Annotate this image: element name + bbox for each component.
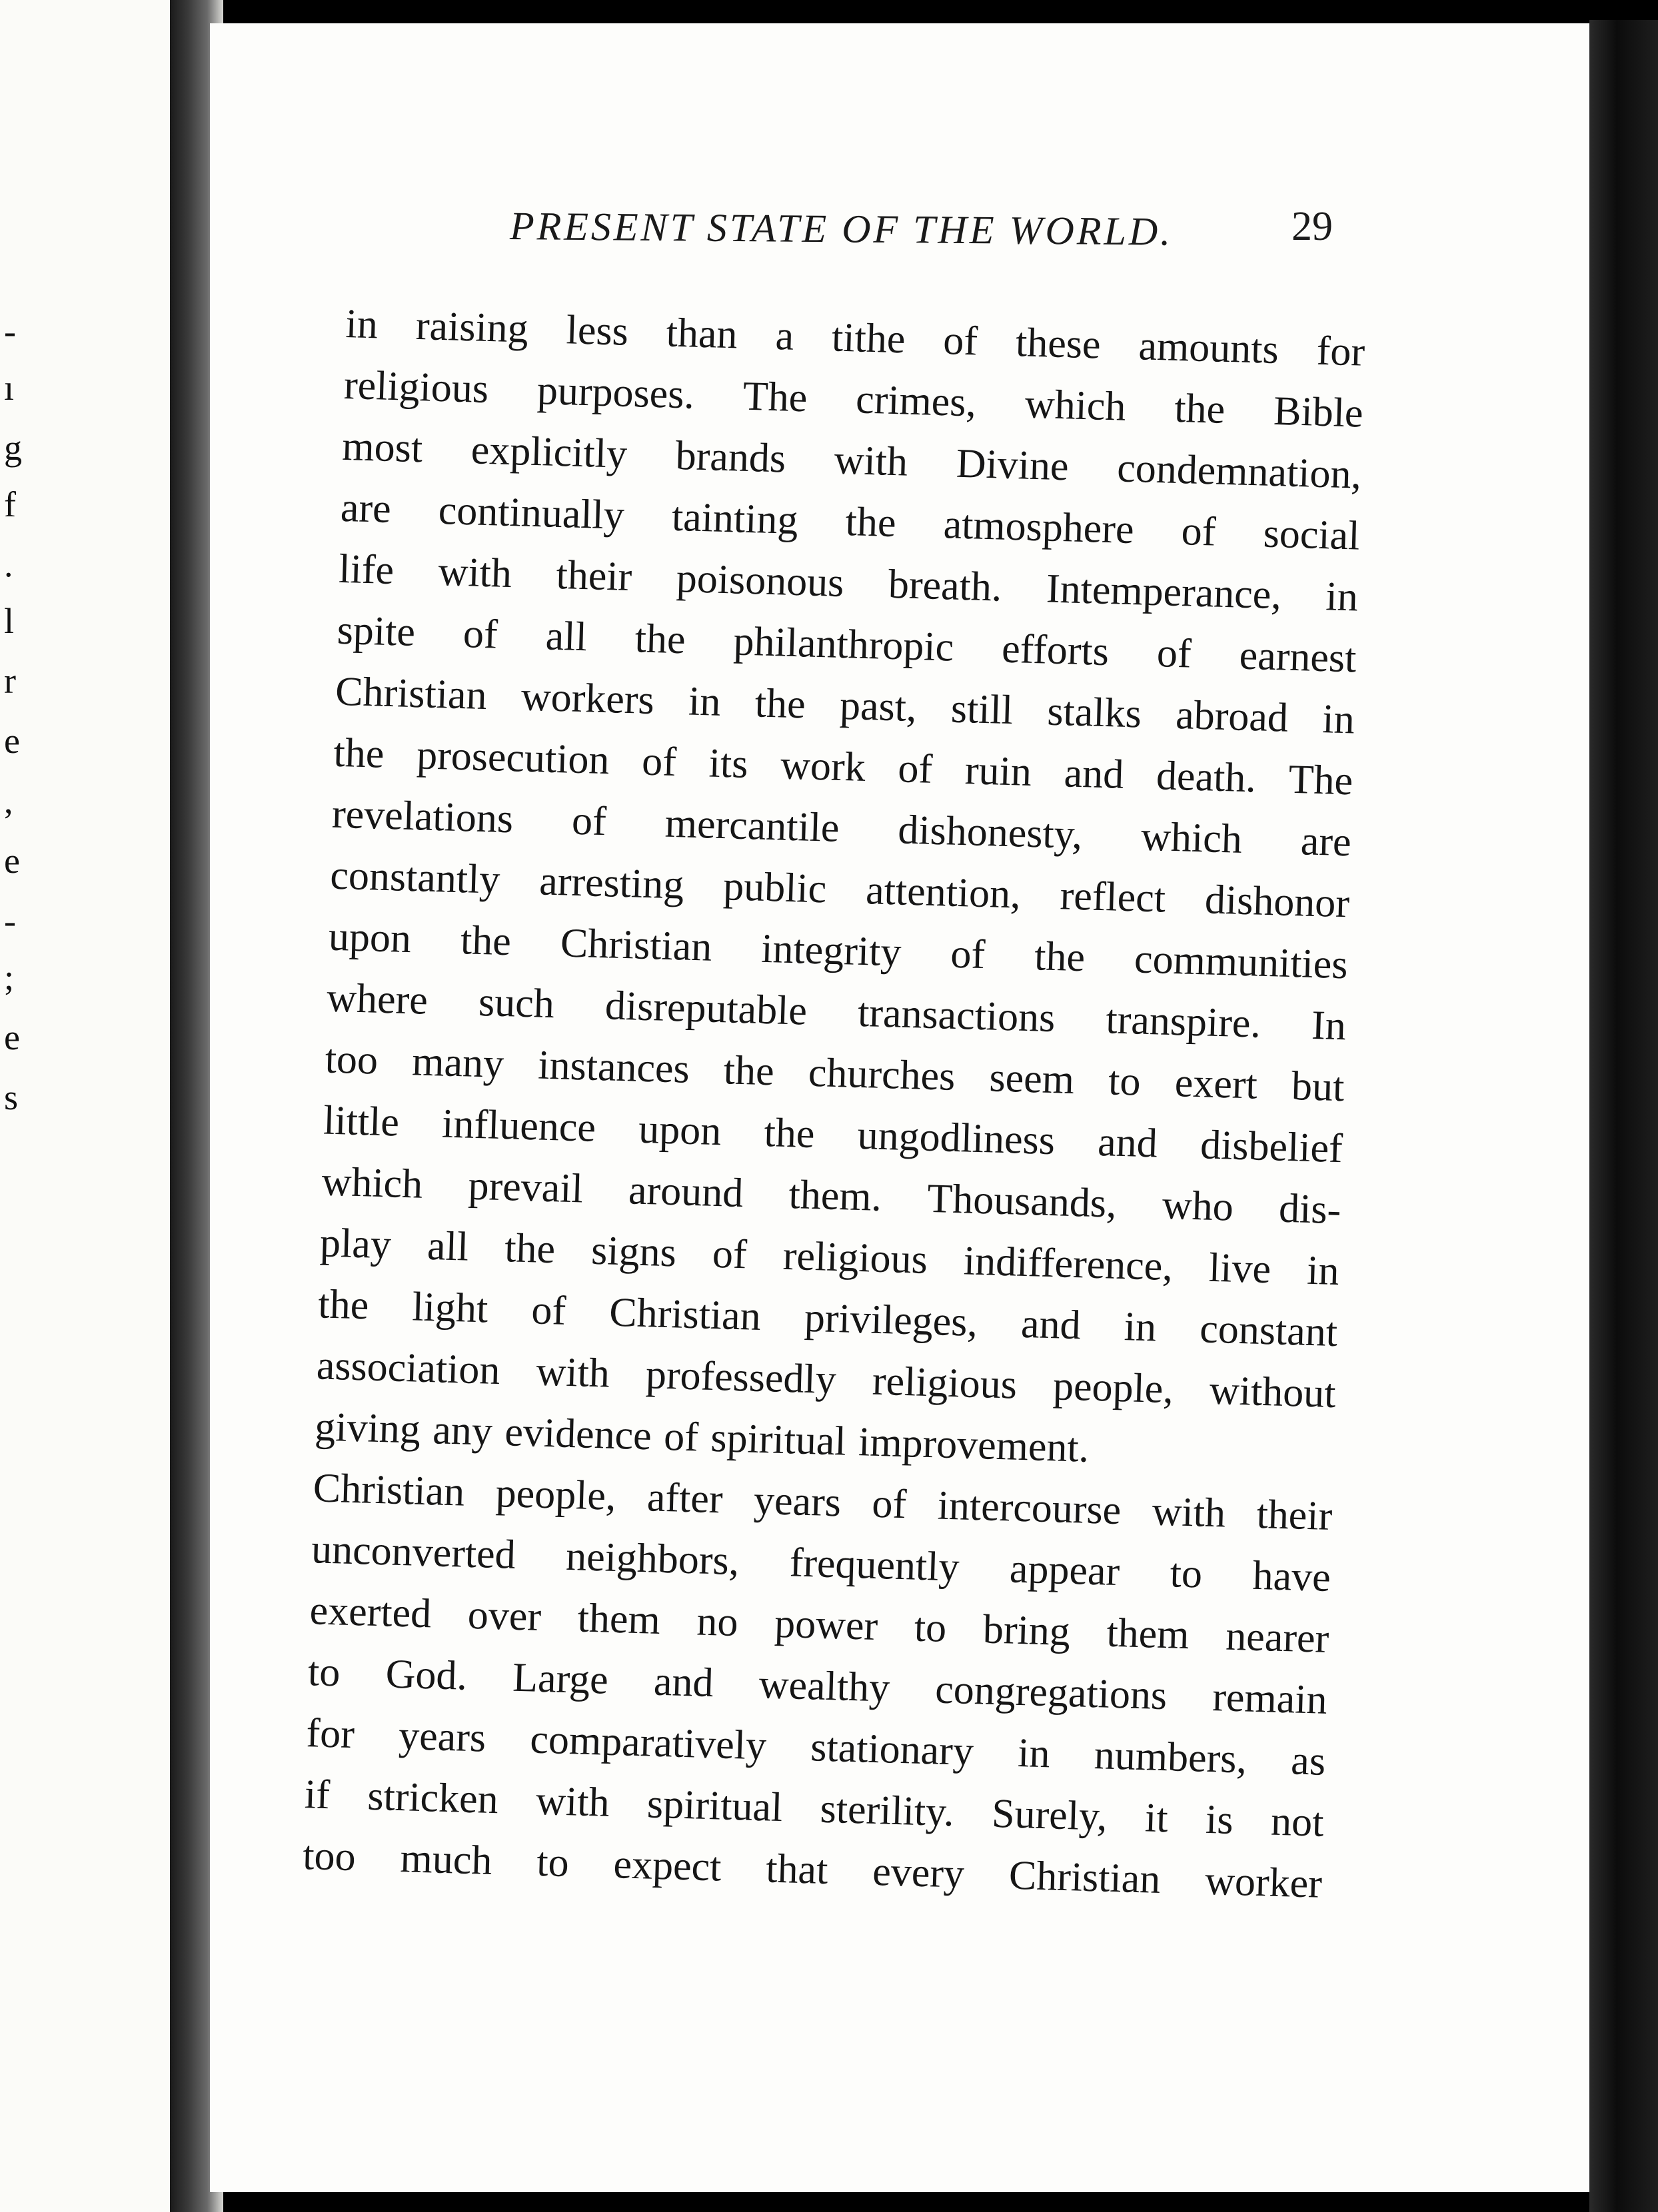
text-line: where such disreputable transactions transpire. In: [326, 975, 1347, 1049]
text-line: spite of all the philanthropic efforts of earnest: [336, 607, 1357, 682]
text-line: unconverted neighbors, frequently appear to have: [311, 1526, 1331, 1600]
text-line: to God. Large and wealthy congregations remain: [307, 1649, 1328, 1723]
text-line: the prosecution of its work of ruin and death. The: [333, 730, 1354, 804]
left-page-edge-char: -: [4, 901, 16, 941]
page-number: 29: [1291, 204, 1333, 249]
text-line: the light of Christian privileges, and in constant: [317, 1281, 1338, 1356]
text-line: Christian people, after years of intercourse with their: [312, 1465, 1333, 1540]
text-line: exerted over them no power to bring them nearer: [309, 1588, 1330, 1662]
left-page-edge-char: e: [4, 721, 20, 761]
left-page-edge-char: .: [4, 544, 13, 584]
left-page-edge-char: ı: [4, 368, 15, 408]
left-page-edge-char: g: [4, 428, 22, 468]
text-line: for years comparatively stationary in numbers, as: [305, 1710, 1326, 1784]
body-text: [302, 293, 1365, 1915]
text-line: revelations of mercantile dishonesty, which are: [331, 791, 1352, 865]
text-line: most explicitly brands with Divine condemnation,: [341, 423, 1362, 498]
left-page-edge-char: ;: [4, 957, 15, 997]
text-line: life with their poisonous breath. Intemperance, in: [338, 546, 1359, 620]
text-line: giving any evidence of spiritual improvement.: [314, 1404, 1090, 1471]
text-line: are continually tainting the atmosphere of social: [340, 484, 1361, 559]
left-page-edge-char: l: [4, 601, 15, 641]
text-line: Christian workers in the past, still stalks abroad in: [335, 668, 1355, 743]
text-line: play all the signs of religious indifference, live in: [319, 1220, 1340, 1295]
left-page-edge-char: f: [4, 484, 16, 524]
text-line: religious purposes. The crimes, which the Bible: [343, 362, 1364, 436]
text-line: little influence upon the ungodliness and disbelief: [323, 1097, 1343, 1172]
left-page-edge-char: e: [4, 841, 20, 881]
page-block-edge: [1589, 20, 1658, 2212]
running-head: [293, 183, 1333, 257]
text-line: constantly arresting public attention, reflect dishonor: [329, 852, 1350, 927]
left-page-edge-char: e: [4, 1017, 20, 1057]
left-page-edge-char: s: [4, 1077, 19, 1117]
left-page-edge-char: -: [4, 311, 16, 351]
text-line: too many instances the churches seem to exert but: [324, 1036, 1345, 1111]
left-page-edge-char: r: [4, 661, 16, 701]
left-page-edge: [0, 0, 180, 2212]
text-line: which prevail around them. Thousands, who dis-: [321, 1159, 1342, 1233]
text-line: in raising less than a tithe of these amounts for: [345, 300, 1365, 375]
left-page-edge-char: ,: [4, 781, 13, 821]
text-line: upon the Christian integrity of the communities: [328, 913, 1349, 988]
text-line: association with professedly religious people, without: [316, 1343, 1337, 1417]
text-line: too much to expect that every Christian worker: [302, 1833, 1323, 1907]
running-title: PRESENT STATE OF THE WORLD.: [509, 204, 1174, 254]
text-line: if stricken with spiritual sterility. Surely, it is not: [304, 1772, 1325, 1846]
